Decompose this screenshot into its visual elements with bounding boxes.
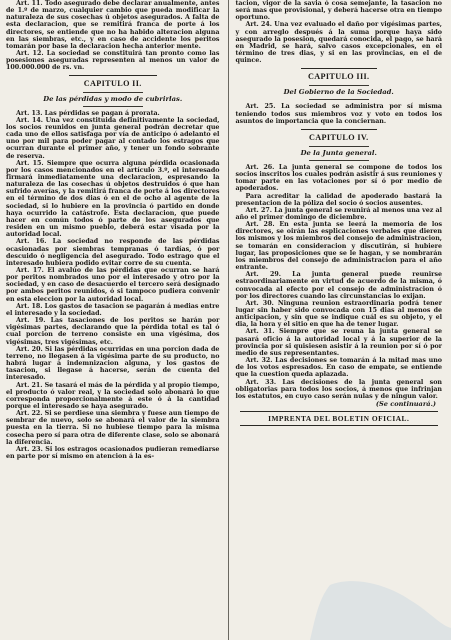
chapter-iii-heading: CAPITULO III. <box>308 72 370 82</box>
chapter-ii-title: De las pérdidas y modo de cubrirlas. <box>43 94 183 103</box>
chapter-iv-heading: CAPITULO IV. <box>308 132 369 142</box>
chapter-rule <box>309 85 369 86</box>
section-rule <box>301 68 377 69</box>
article-28: Art. 28. En esta junta se leerá la memoria de los directores, se oirán las esplicaciones verbales que dieren los mismos y los miembros del consejo de administracion, se tomarán en consideracion y discutirán, si hubiere lugar, las proposiciones que se le hagan, y se nombrarán los miembros del consejo de administracion para el año entrante. <box>235 221 442 272</box>
article-23-continued: tacion, vigor de la savia ó cosa semejante, la tasacion no será mas que provisional, y deberá hacerse otra en tiempo oportuno. <box>235 0 442 22</box>
section-rule <box>69 75 157 76</box>
left-column <box>6 0 219 640</box>
article-18: Art. 18. Los gastos de tasacion se pagarán á medias entre el interesado y la sociedad. <box>6 302 220 317</box>
article-29: Art. 29. La junta general puede reunirse estraordinariamente en virtud de acuerdo de la misma, ó convocada al efecto por el consejo de administracion ó por los directores cuando las circunstancias lo exijan. <box>235 271 442 300</box>
section-rule <box>301 129 377 130</box>
article-17: Art. 17. El avalúo de las pérdidas que ocurran se hará por peritos nombrados uno por el interesado y otro por la sociedad, y en caso de desacuerdo el tercero será designado por ambos peritos reunidos, ó si tampoco pudiera convenir en esta eleccion por la autoridad local. <box>6 267 220 303</box>
article-21: Art. 21. Se tasará el más de la pérdida y al propio tiempo, el producto ó valor real, y la sociedad solo abonará lo que corresponda proporcionalmente á este ó á la cantidad porque el interesado se haya asegurado. <box>6 381 220 410</box>
chapter-rule <box>83 92 143 93</box>
chapter-rule <box>309 160 369 161</box>
article-15: Art. 15. Siempre que ocurra alguna pérdida ocasionada por los casos mencionados en el artículo 3.º, el interesado firmará inmediatamente una declaracion, espresando la naturaleza de las cosechas ú objetos destruidos ó que han sufrido averías, y la remitirá franca de porte á los directores en el término de dos dias ó en el de ocho al agente de la sociedad, si lo hubiere en la provincia ó partido en donde haya ocurrido la catástrofe. Esta declaracion, que puede hacer en común todos ó parte de los asegurados que residen en un mismo pueblo, deberá estar visada por la autoridad local. <box>6 159 220 239</box>
imprint-rule-top <box>240 411 438 412</box>
article-32: Art. 32. Las decisiones se tomarán á la mitad mas uno de los votos espresados. En caso de empate, se entiende que la cuestion queda aplazada. <box>235 357 442 379</box>
chapter-rule <box>83 106 143 107</box>
chapter-ii-heading: CAPITULO II. <box>83 78 142 88</box>
right-column <box>228 0 442 640</box>
proxy-paragraph: Para acreditar la calidad de apoderado bastará la presentacion de la póliza del socio ó socios ausentes. <box>235 192 442 207</box>
article-16: Art. 16. La sociedad no responde de las pérdidas ocasionadas por siembras tempranas ó tardías, ó por descuido ó negligencia del asegurado. Todo estrago que el interesado hubiera podido evitar corre de su cuenta. <box>6 238 220 267</box>
article-13: Art. 13. Las pérdidas se pagan á prorata. <box>16 109 160 117</box>
article-31: Art. 31. Siempre que se reuna la junta general se pasará oficio á la autoridad local y á la superior de la provincia por si quisiesen asistir á la reunion por sí ó por medio de sus representantes. <box>235 328 442 357</box>
article-22: Art. 22. Si se perdiese una siembra y fuese aun tiempo de sembrar de nuevo, solo se abonará el valor de la siembra puesta en la tierra. Si no hubiese tiempo para la misma cosecha pero sí para otra de diferente clase, solo se abonará la diferencia. <box>6 410 220 446</box>
article-19: Art. 19. Las tasaciones de los peritos se harán por vigésimas partes, declarando que la pérdida total es tal ó cual porcion de terreno consiste en una vigésima, dos vigésimas, tres vigésimas, etc. <box>6 317 220 346</box>
article-14: Art. 14. Una vez constituida definitivamente la sociedad, los socios reunidos en junta general podrán decretar que cada uno de ellos satisfaga por vía de anticipo ó adelanto el uno por mil para poder pagar al contado los estragos que ocurran durante el primer año, y tener un fondo sobrante de reserva. <box>6 116 220 160</box>
article-33: Art. 33. Las decisiones de la junta general son obligatorias para todos los socios, á menos que infrinjan los estatutos, en cuyo caso serán nulas y de ningun valor. <box>235 378 442 400</box>
article-20: Art. 20. Si las pérdidas ocurridas en una porcion dada de terreno, no llegasen á la vigésima parte de su producto, no habrá lugar á indemnizacion alguna, y los gastos de tasacion, si llegase á hacerse, serán de cuenta del interesado. <box>6 345 220 382</box>
imprint-rule-bottom <box>240 425 438 426</box>
chapter-rule <box>309 99 369 100</box>
article-24: Art. 24. Una vez evaluado el daño por vigésimas partes, y con arreglo después á la suma porque haya sido asegurado la posesion, quedará conocida, el pago, se hará en Madrid, se hará, salvo casos excepcionales, en el término de tres dias, y si en las provincias, en el de quince. <box>235 21 442 65</box>
article-26: Art. 26. La junta general se compone de todos los socios inscritos los cuales podrán asistir á sus reuniones y tomar parte en las votaciones por sí ó por medio de apoderados. <box>235 163 442 193</box>
article-30: Art. 30. Ninguna reunion estraordinaria podrá tener lugar sin haber sido convocada con 15 dias al menos de anticipacion, y sin que se indique cuál es su objeto, y el dia, la hora y el sitio en que ha de tener lugar. <box>235 299 442 329</box>
chapter-rule <box>309 146 369 147</box>
article-25: Art. 25. La sociedad se administra por sí misma teniendo todos sus miembros voz y voto en todos los asuntos de importancia que la conciernan. <box>235 103 442 125</box>
article-27: Art. 27. La junta general se reunirá al menos una vez al año el primer domingo de diciembre. <box>235 206 442 221</box>
chapter-iii-title: Del Gobierno de la Sociedad. <box>283 88 394 97</box>
chapter-iv-title: De la Junta general. <box>300 148 377 157</box>
imprint-line: IMPRENTA DEL BOLETIN OFICIAL. <box>268 414 410 424</box>
article-12: Art. 12. La sociedad se constituirá tan pronto como las posesiones aseguradas representen al menos un valor de 100.000.000 de rs. vn. <box>6 50 220 72</box>
article-11: Art. 11. Todo asegurado debe declarar anualmente, antes de 1.º de marzo, cualquier cambio que pueda modificar la naturaleza de sus cosechas ú objetos asegurados. A falta de esta declaracion, que se remitirá franca de porte á los directores, se entiende que no ha habido alteracion alguna en las siembras, etc., y en caso de accidente los peritos tomarán por base la declaracion hecha anterior mente. <box>6 0 220 50</box>
continued-note: (Se continuará.) <box>375 400 436 409</box>
article-23: Art. 23. Si los estragos ocasionados pudieran remediarse en parte por sí mismo en atencion á la es- <box>6 445 220 461</box>
